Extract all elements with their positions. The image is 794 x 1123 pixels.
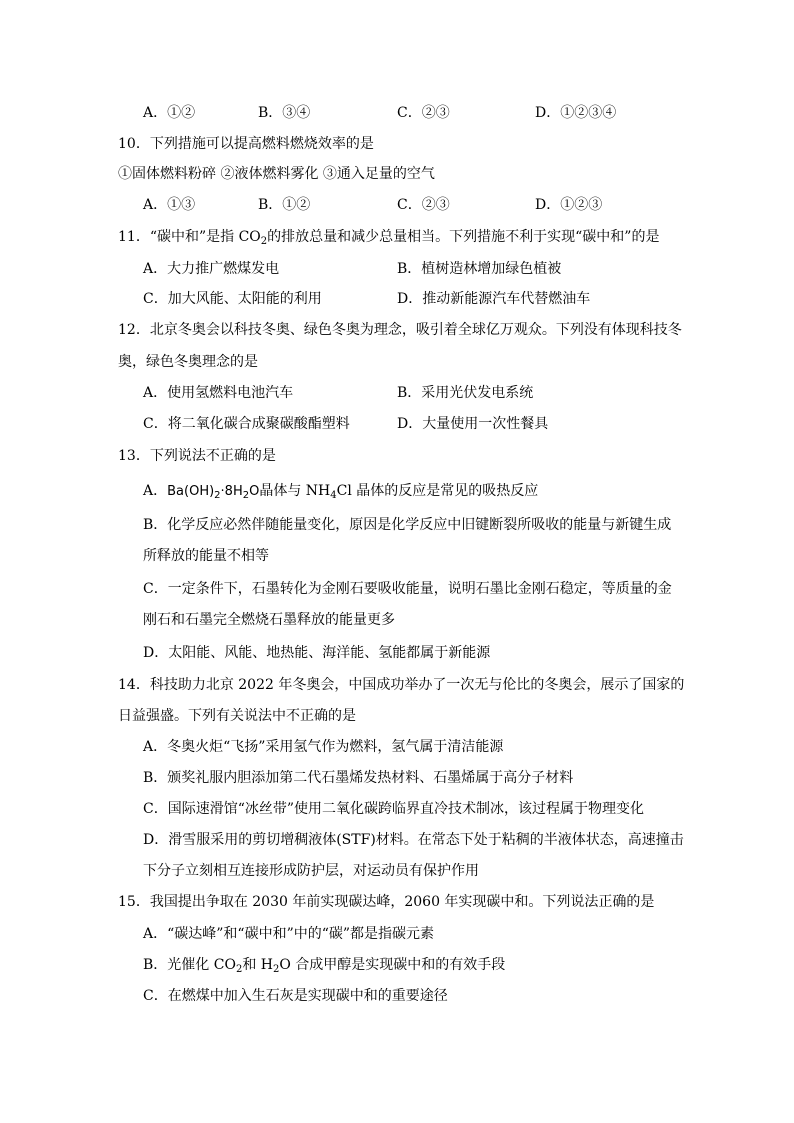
q10-option-a: A．①③ bbox=[143, 197, 196, 213]
q11-option-a: A．大力推广燃煤发电 bbox=[143, 261, 280, 277]
q13-option-c-line2: 刚石和石墨完全燃烧石墨释放的能量更多 bbox=[143, 612, 395, 628]
q9-option-a: A．①② bbox=[143, 105, 196, 121]
q12-option-c: C．将二氧化碳合成聚碳酸酯塑料 bbox=[143, 416, 350, 432]
q10-option-c: C．②③ bbox=[397, 197, 450, 213]
q11-option-b: B．植树造林增加绿色植被 bbox=[397, 261, 562, 277]
q14-stem-line1: 14．科技助力北京 2022 年冬奥会，中国成功举办了一次无与伦比的冬奥会，展示了国家的 bbox=[118, 677, 685, 693]
q13-option-a: A．$Ba(OH)_2\cdot 8H_2O$晶体与 $NH_4Cl$ 晶体的反应是常见的吸热反应 bbox=[143, 483, 539, 501]
q12-stem-line1: 12．北京冬奥会以科技冬奥、绿色冬奥为理念，吸引着全球亿万观众。下列没有体现科技冬 bbox=[118, 322, 682, 338]
q12-option-d: D．大量使用一次性餐具 bbox=[397, 416, 549, 432]
q14-option-a: A．冬奥火炬“飞扬”采用氢气作为燃料，氢气属于清洁能源 bbox=[143, 739, 504, 755]
q15-stem: 15．我国提出争取在 2030 年前实现碳达峰，2060 年实现碳中和。下列说法正确的是 bbox=[118, 894, 655, 910]
q11-option-c: C．加大风能、太阳能的利用 bbox=[143, 291, 322, 307]
q13-stem: 13．下列说法不正确的是 bbox=[118, 448, 276, 464]
q14-option-b: B．颁奖礼服内胆添加第二代石墨烯发热材料、石墨烯属于高分子材料 bbox=[143, 770, 574, 786]
q13-option-b-line1: B．化学反应必然伴随能量变化，原因是化学反应中旧键断裂所吸收的能量与新键生成 bbox=[143, 517, 672, 533]
q10-option-b: B．①② bbox=[258, 197, 311, 213]
q10-option-d: D．①②③ bbox=[535, 197, 603, 213]
q15-option-b: B．光催化 $CO_2$和 $H_2O$ 合成甲醇是实现碳中和的有效手段 bbox=[143, 957, 506, 975]
q10-items: ①固体燃料粉碎 ②液体燃料雾化 ③通入足量的空气 bbox=[118, 166, 435, 182]
q15-option-c: C．在燃煤中加入生石灰是实现碳中和的重要途径 bbox=[143, 988, 448, 1004]
q14-stem-line2: 日益强盛。下列有关说法中不正确的是 bbox=[118, 708, 356, 724]
q9-option-b: B．③④ bbox=[258, 105, 311, 121]
q14-option-d-line1: D．滑雪服采用的剪切增稠液体(STF)材料。在常态下处于粘稠的半液体状态，高速撞击 bbox=[143, 832, 684, 848]
q13-option-b-line2: 所释放的能量不相等 bbox=[143, 548, 269, 564]
q12-option-b: B．采用光伏发电系统 bbox=[397, 385, 534, 401]
q13-option-c-line1: C．一定条件下，石墨转化为金刚石要吸收能量，说明石墨比金刚石稳定，等质量的金 bbox=[143, 581, 672, 597]
q15-option-a: A．“碳达峰”和“碳中和”中的“碳”都是指碳元素 bbox=[143, 926, 435, 942]
q13-option-d: D．太阳能、风能、地热能、海洋能、氢能都属于新能源 bbox=[143, 645, 491, 661]
q10-stem: 10．下列措施可以提高燃料燃烧效率的是 bbox=[118, 136, 374, 152]
q14-option-c: C．国际速滑馆“冰丝带”使用二氧化碳跨临界直冷技术制冰，该过程属于物理变化 bbox=[143, 801, 645, 817]
q11-option-d: D．推动新能源汽车代替燃油车 bbox=[397, 291, 591, 307]
barium-hydroxide-formula: $Ba(OH)_2\cdot 8H_2O$ bbox=[167, 484, 260, 501]
q9-option-d: D．①②③④ bbox=[535, 105, 617, 121]
q12-option-a: A．使用氢燃料电池汽车 bbox=[143, 385, 294, 401]
q11-stem: 11．“碳中和”是指 $CO_2$的排放总量和减少总量相当。下列措施不利于实现“碳中和”的是 bbox=[118, 229, 660, 247]
q9-option-c: C．②③ bbox=[397, 105, 450, 121]
q14-option-d-line2: 下分子立刻相互连接形成防护层，对运动员有保护作用 bbox=[143, 863, 479, 879]
q12-stem-line2: 奥，绿色冬奥理念的是 bbox=[118, 354, 258, 370]
